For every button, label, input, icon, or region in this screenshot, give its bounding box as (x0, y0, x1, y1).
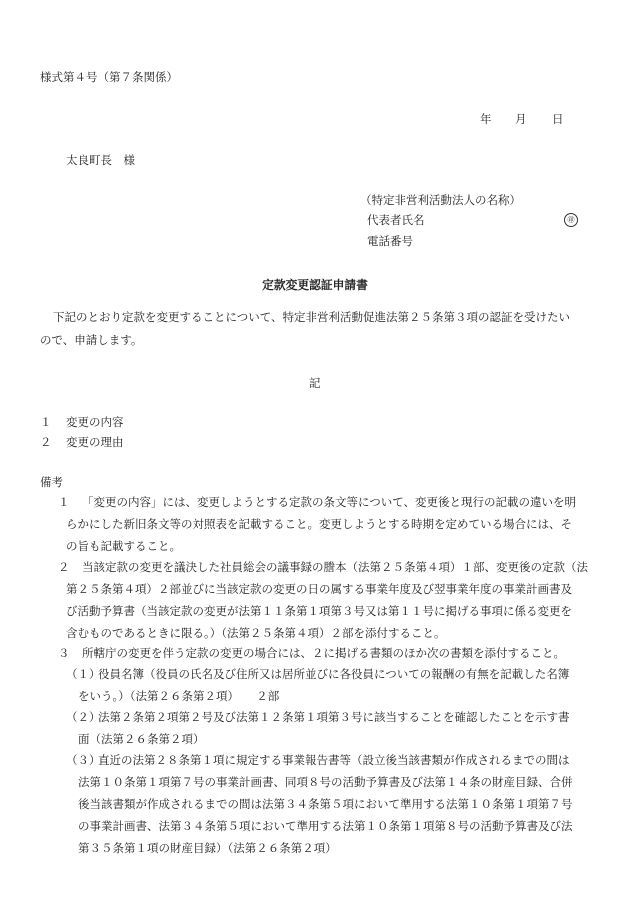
remark-1-line-3: の旨も記載すること。 (66, 539, 181, 553)
sub-item-3-line-1: 直近の法第２８条第１項に規定する事業報告書等（設立後当該書類が作成されるまでの間は (98, 753, 570, 767)
sub-item-1-line-2: をいう。）（法第２６条第２項） ２部 (78, 689, 280, 703)
remark-3-line-1: 所轄庁の変更を伴う定款の変更の場合には、２に掲げる書類のほか次の書類を添付すること。 (82, 646, 565, 660)
sub-item-2-line-2: 面（法第２６条第２項） (78, 732, 205, 746)
form-number: 様式第４号（第７条関係） (40, 70, 178, 84)
applicant-representative: 代表者氏名 (367, 213, 425, 227)
item-2-text: 変更の理由 (66, 435, 124, 449)
date-month-label: 月 (515, 112, 527, 126)
sub-item-2-line-1: 法第２条第２項第２号及び法第１２条第１項第３号に該当することを確認したことを示す書 (98, 710, 570, 724)
addressee: 太良町長 様 (66, 153, 135, 167)
page-title: 定款変更認証申請書 (262, 278, 368, 292)
intro-line-1: 下記のとおり定款を変更することについて、特定非営利活動促進法第２５条第３項の認証を受けたい (53, 310, 571, 324)
sub-item-1-num: （１） (66, 667, 101, 681)
remark-2-line-2: 第２５条第４項）２部並びに当該定款の変更の日の属する事業年度及び翌事業年度の事業計画書及 (66, 582, 572, 596)
applicant-phone: 電話番号 (367, 234, 413, 248)
intro-line-2: ので、申請します。 (40, 333, 143, 347)
remarks-heading: 備考 (40, 475, 63, 489)
remark-1-num: １ (58, 495, 70, 509)
remark-2-line-3: び活動予算書（当該定款の変更が法第１１条第１項第３号又は第１１号に掲げる事項に係る変更を (66, 604, 572, 618)
item-1-text: 変更の内容 (66, 415, 124, 429)
remark-2-line-1: 当該定款の変更を議決した社員総会の議事録の謄本（法第２５条第４項）１部、変更後の定款（法 (82, 560, 588, 574)
date-year-label: 年 (480, 112, 492, 126)
remark-1-line-2: らかにした新旧条文等の対照表を記載すること。変更しようとする時期を定めている場合には、そ (66, 517, 572, 531)
sub-item-3-line-2: 法第１０条第１項第７号の事業計画書、同項８号の活動予算書及び法第１４条の財産目録、合併 (78, 775, 573, 789)
sub-item-1-line-1: 役員名簿（役員の氏名及び住所又は居所並びに各役員についての報酬の有無を記載した名簿 (98, 667, 570, 681)
date-day-label: 日 (552, 112, 564, 126)
ki-heading: 記 (309, 376, 321, 390)
sub-item-3-line-3: 後当該書類が作成されるまでの間は法第３４条第５項において準用する法第１０条第１項第７号 (78, 797, 573, 811)
remark-3-num: ３ (58, 646, 70, 660)
sub-item-3-line-5: 第３５条第１項の財産目録）（法第２６条第２項） (78, 841, 337, 855)
applicant-org-name: （特定非営利活動法人の名称） (360, 193, 521, 207)
seal-mark (564, 211, 578, 227)
item-2-num: ２ (40, 435, 52, 449)
sub-item-2-num: （２） (66, 710, 101, 724)
sub-item-3-num: （３） (66, 753, 101, 767)
seal-icon: ㊞ (564, 213, 578, 227)
sub-item-3-line-4: の事業計画書、法第３４条第５項において準用する法第１０条第１項第８号の活動予算書及び法 (78, 819, 573, 833)
item-1-num: １ (40, 415, 52, 429)
remark-2-line-4: 含むものであるときに限る。）（法第２５条第４項）２部を添付すること。 (66, 626, 446, 640)
remark-1-line-1: 「変更の内容」には、変更しようとする定款の条文等について、変更後と現行の記載の違いを明 (82, 495, 577, 509)
remark-2-num: ２ (58, 560, 70, 574)
